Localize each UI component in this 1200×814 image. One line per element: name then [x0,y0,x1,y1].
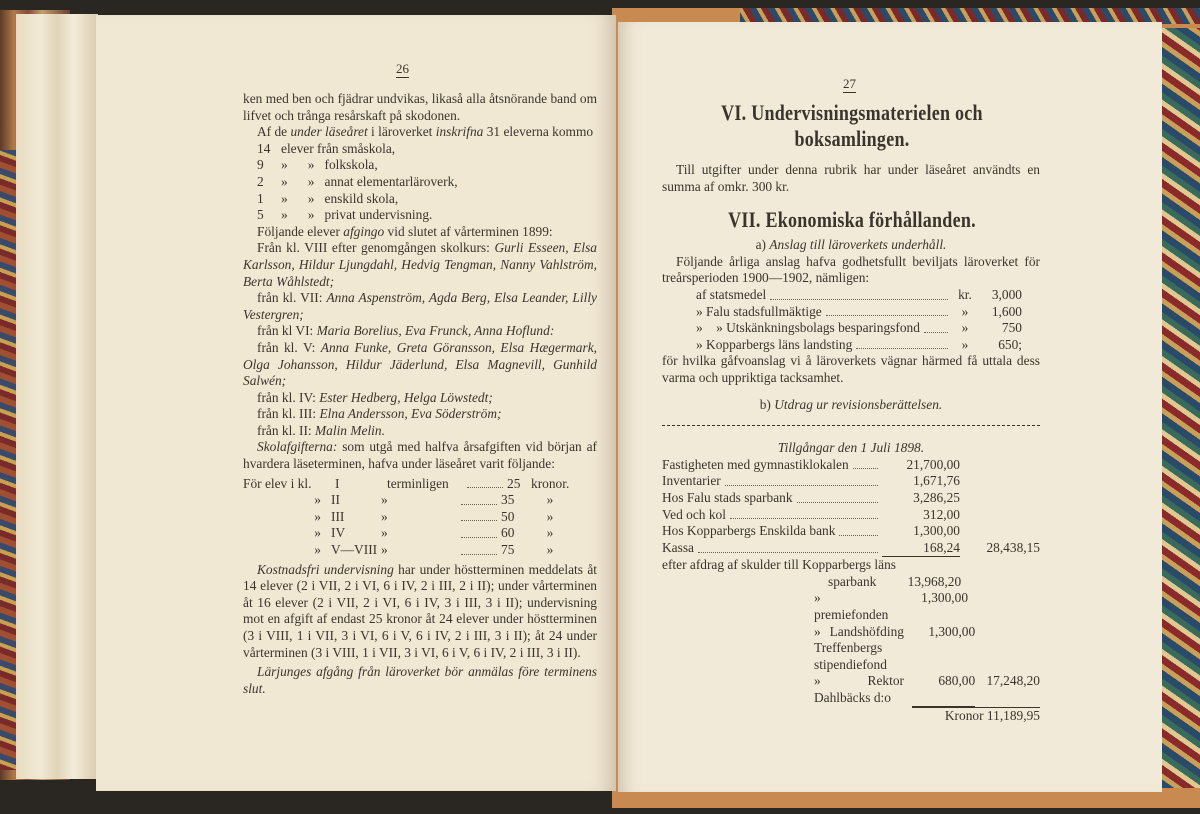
fee-amount: 50 [501,508,515,524]
grant-label: » Falu stadsfullmäktige [696,303,822,319]
fee-period: terminligen [387,475,449,491]
grant-label: » » Utskänkningsbolags besparingsfond [696,320,920,336]
count: 2 [257,173,264,189]
account-amount: 3,286,25 [913,489,960,505]
account-row [662,574,1040,591]
grants-list [662,287,1040,353]
dot-leader [770,287,948,300]
account-amount: 1,300,00 [928,623,976,639]
grant-amount: 1,600 [991,303,1022,319]
fee-prefix: » [314,492,321,508]
dashed-divider [662,425,1040,426]
fee-period: » [381,542,388,558]
grant-row [696,304,1022,321]
assets-title: Tillgångar den 1 Juli 1898. [777,440,925,456]
section-heading-vii: VII. Ekonomiska förhållanden. [728,207,976,233]
origin-row [243,207,597,224]
paragraph-kostnadsfri: Kostnadsfri undervisning har under höstterminen meddelats åt 14 elever (2 i VII, 2 i VI, 6 i IV, 2 i III, 2 i II); under vårterminen åt 16 elever (2 i VII, 2 i VI, 6 i IV, 3 i III, 3 i II); undervisning mot en afgift af endast 25 kronor åt 24 elever under höstterminen (3 i VIII, 1 i VII, 3 i VI, 6 i V, 6 i IV, 2 i III, 3 i II); åt 24 under vårterminen (3 i VIII, 1 i VII, 3 i VI, 6 i V, 6 i IV, 2 i III, 3 i II). [243,561,597,660]
origin-row [243,174,597,191]
dot-leader [461,525,497,538]
paragraph-afgingo: Följande elever afgingo vid slutet af vårterminen 1899: [257,223,553,239]
paragraph: Till utgifter under denna rubrik har under läseåret användts en summa af omkr. 300 kr. [662,162,1040,194]
count: 14 [257,140,271,156]
grant-label: » Kopparbergs läns landsting [696,336,853,352]
dot-leader [826,304,948,317]
student-names: Maria Borelius, Eva Frunck, Anna Hoflund: [316,323,555,339]
grant-row [696,320,1022,337]
fee-amount: 75 [501,542,515,558]
origin-row [243,141,597,158]
account-row [662,540,1040,558]
grant-row [696,287,1022,304]
account-row [662,457,1040,474]
fee-unit: » [546,492,554,508]
page-number: 27 [843,76,856,91]
paragraph: Följande årliga anslag hafva godhetsfullt beviljats läroverket för treårsperioden 1900—1902, nämligen: [662,253,1040,286]
dot-leader [461,542,497,555]
origin-row [243,157,597,174]
origin-text: » » enskild skola, [281,190,399,206]
account-amount: 13,968,20 [907,573,962,589]
paragraph: för hvilka gåfvoanslag vi å läroverkets vägnar härmed få uttala dess varma och uppriktiga tacksamhet. [662,353,1040,385]
account-total [968,590,1090,623]
student-names: Gurli Esseen, Elsa Karlsson, Hildur Ljungdahl, Hedvig Tengman, Nanny Vahlström, Berta Wåhlstedt; [243,240,597,289]
account-row [662,673,1040,706]
fee-amount: 35 [501,492,515,508]
paragraph-skolafgifter: Skolafgifterna: som utgå med halfva årsafgiften vid början af hvardera läseterminen, hafva under läseåret varit följande: [243,439,597,472]
account-row [662,590,1040,623]
right-page [618,22,1162,792]
right-page-text [662,100,1040,724]
account-amount: 680,00 [912,673,975,706]
fee-unit: » [546,508,554,524]
origin-text: » » annat elementarläroverk, [281,173,458,189]
account-total [961,574,1090,591]
account-amount: 21,700,00 [906,456,960,472]
dot-leader [725,473,878,486]
dot-leader [461,509,497,522]
class-entry [243,406,597,423]
fee-class: I [335,475,340,491]
fee-class: II [331,492,340,508]
account-row [662,523,1040,540]
account-total [960,507,1090,524]
account-row [662,490,1040,507]
class-entry [243,290,597,323]
fee-unit: » [546,542,554,558]
class-label: från kl. III: [257,406,320,422]
dot-leader [839,523,878,536]
account-amount: 312,00 [923,506,960,522]
section-heading-vi: VI. Undervisningsmaterielen och boksamlingen. [721,100,983,151]
count: 1 [257,190,264,206]
dot-leader [467,476,503,489]
page-edges [16,14,98,779]
account-label: Hos Kopparbergs Enskilda bank [662,523,836,539]
account-amount: 1,300,00 [921,590,969,606]
dot-leader [853,457,878,470]
class-entry [243,323,597,340]
origin-row [243,191,597,208]
class-label: från kl. IV: [257,389,320,405]
origin-text: » » privat undervisning. [281,207,433,223]
account-row [662,507,1040,524]
dot-leader [698,540,878,554]
origin-text: » » folkskola, [281,157,378,173]
grant-amount: 750 [1001,320,1022,336]
account-label: Inventarier [662,473,721,489]
account-total [975,624,1090,674]
grant-amount: 650; [998,336,1022,352]
fee-period: » [381,492,388,508]
dot-leader [730,507,878,520]
account-label: » Landshöfding Treffenbergs stipendiefond [814,623,904,672]
account-amount: 1,300,00 [913,523,960,539]
dot-leader [797,490,878,503]
fee-class: IV [331,525,346,541]
origin-list [243,141,597,224]
account-total [960,457,1090,474]
fee-prefix: » [314,525,321,541]
account-label: » Rektor Dahlbäcks d:o [814,673,904,706]
left-page [96,15,616,791]
marbled-edge-left [0,150,16,770]
account-label: Kassa [662,539,694,555]
fee-amount: 60 [501,525,515,541]
fee-period: » [381,525,388,541]
class-list [243,240,597,439]
paragraph-closing: Lärjunges afgång från läroverket bör anmälas före terminens slut. [243,664,597,696]
class-label: från kl. II: [257,422,316,438]
sum-label: Kronor [944,707,984,723]
assets-table [662,457,1040,558]
left-page-text [243,91,597,697]
account-label: Ved och kol [662,506,726,522]
grant-row [696,337,1022,354]
subheading-b: b) Utdrag ur revisionsberättelsen. [759,396,943,412]
fee-unit: kronor. [531,475,570,491]
sum-row [912,707,1040,725]
grant-unit: » [961,320,969,336]
dot-leader [924,320,948,333]
class-entry [243,240,597,290]
account-row [662,624,1040,674]
grant-label: af statsmedel [696,286,767,302]
account-total [960,490,1090,507]
count: 9 [257,157,264,173]
fee-row [243,509,597,526]
sum-value: 11,189,95 [986,707,1040,723]
grant-amount: 3,000 [991,286,1022,302]
fee-period: » [381,508,388,524]
account-label: » premiefonden [814,590,889,623]
account-label: sparbank [828,573,877,589]
page-number: 26 [396,61,409,76]
account-amount: 1,671,76 [913,473,960,489]
fee-table [243,476,597,559]
debts-table [662,574,1040,707]
fee-amount: 25 [507,475,521,491]
class-entry [243,390,597,407]
class-label: Från kl. VIII efter genomgången skolkurs: [257,240,495,256]
fee-row [243,525,597,542]
account-row [662,473,1040,490]
account-label: Fastigheten med gymnastiklokalen [662,456,849,472]
fee-prefix: » [314,542,321,558]
student-names: Anna Aspenström, Agda Berg, Elsa Leander, Lilly Vestergren; [243,290,597,322]
fee-unit: » [546,525,554,541]
student-names: Anna Funke, Greta Göransson, Elsa Hægermark, Olga Johansson, Hildur Jäderlund, Elsa Magnevill, Gunhild Salwén; [243,339,597,389]
grant-unit: » [961,303,969,319]
account-amount: 168,24 [882,540,960,558]
fee-class: III [331,508,345,524]
subheading-a: a) Anslag till läroverkets underhåll. [755,237,947,253]
debts-intro: efter afdrag af skulder till Kopparbergs läns [662,557,897,573]
class-label: från kl. V: [257,339,321,355]
paragraph: ken med ben och fjädrar undvikas, likaså alla åtsnörande band om lifvet och trånga resårskaft på skodonen. [243,91,597,123]
fee-prefix: För elev i kl. [243,475,312,491]
account-label: Hos Falu stads sparbank [662,489,793,505]
class-entry [243,340,597,390]
count: 5 [257,207,264,223]
class-entry [243,423,597,440]
paragraph-inskrifna: Af de under läseåret i läroverket inskrifna 31 eleverna kommo [257,124,594,140]
marbled-edge-right [1162,28,1200,788]
grant-unit: kr. [958,286,972,302]
student-names: Ester Hedberg, Helga Löwstedt; [319,389,493,405]
fee-row [243,476,597,493]
fee-prefix: » [314,508,321,524]
fee-row [243,542,597,559]
student-names: Malin Melin. [315,422,385,438]
account-total [960,473,1090,490]
class-label: från kl. VII: [257,290,327,306]
account-total [960,523,1090,540]
grant-unit: » [961,336,969,352]
dot-leader [461,492,497,505]
student-names: Elna Andersson, Eva Söderström; [319,406,502,422]
account-total: 28,438,15 [986,539,1040,555]
account-total: 17,248,20 [986,673,1040,689]
fee-class: V—VIII [331,542,378,558]
origin-text: elever från småskola, [281,140,396,156]
dot-leader [856,337,948,350]
class-label: från kl VI: [257,323,317,339]
fee-row [243,492,597,509]
